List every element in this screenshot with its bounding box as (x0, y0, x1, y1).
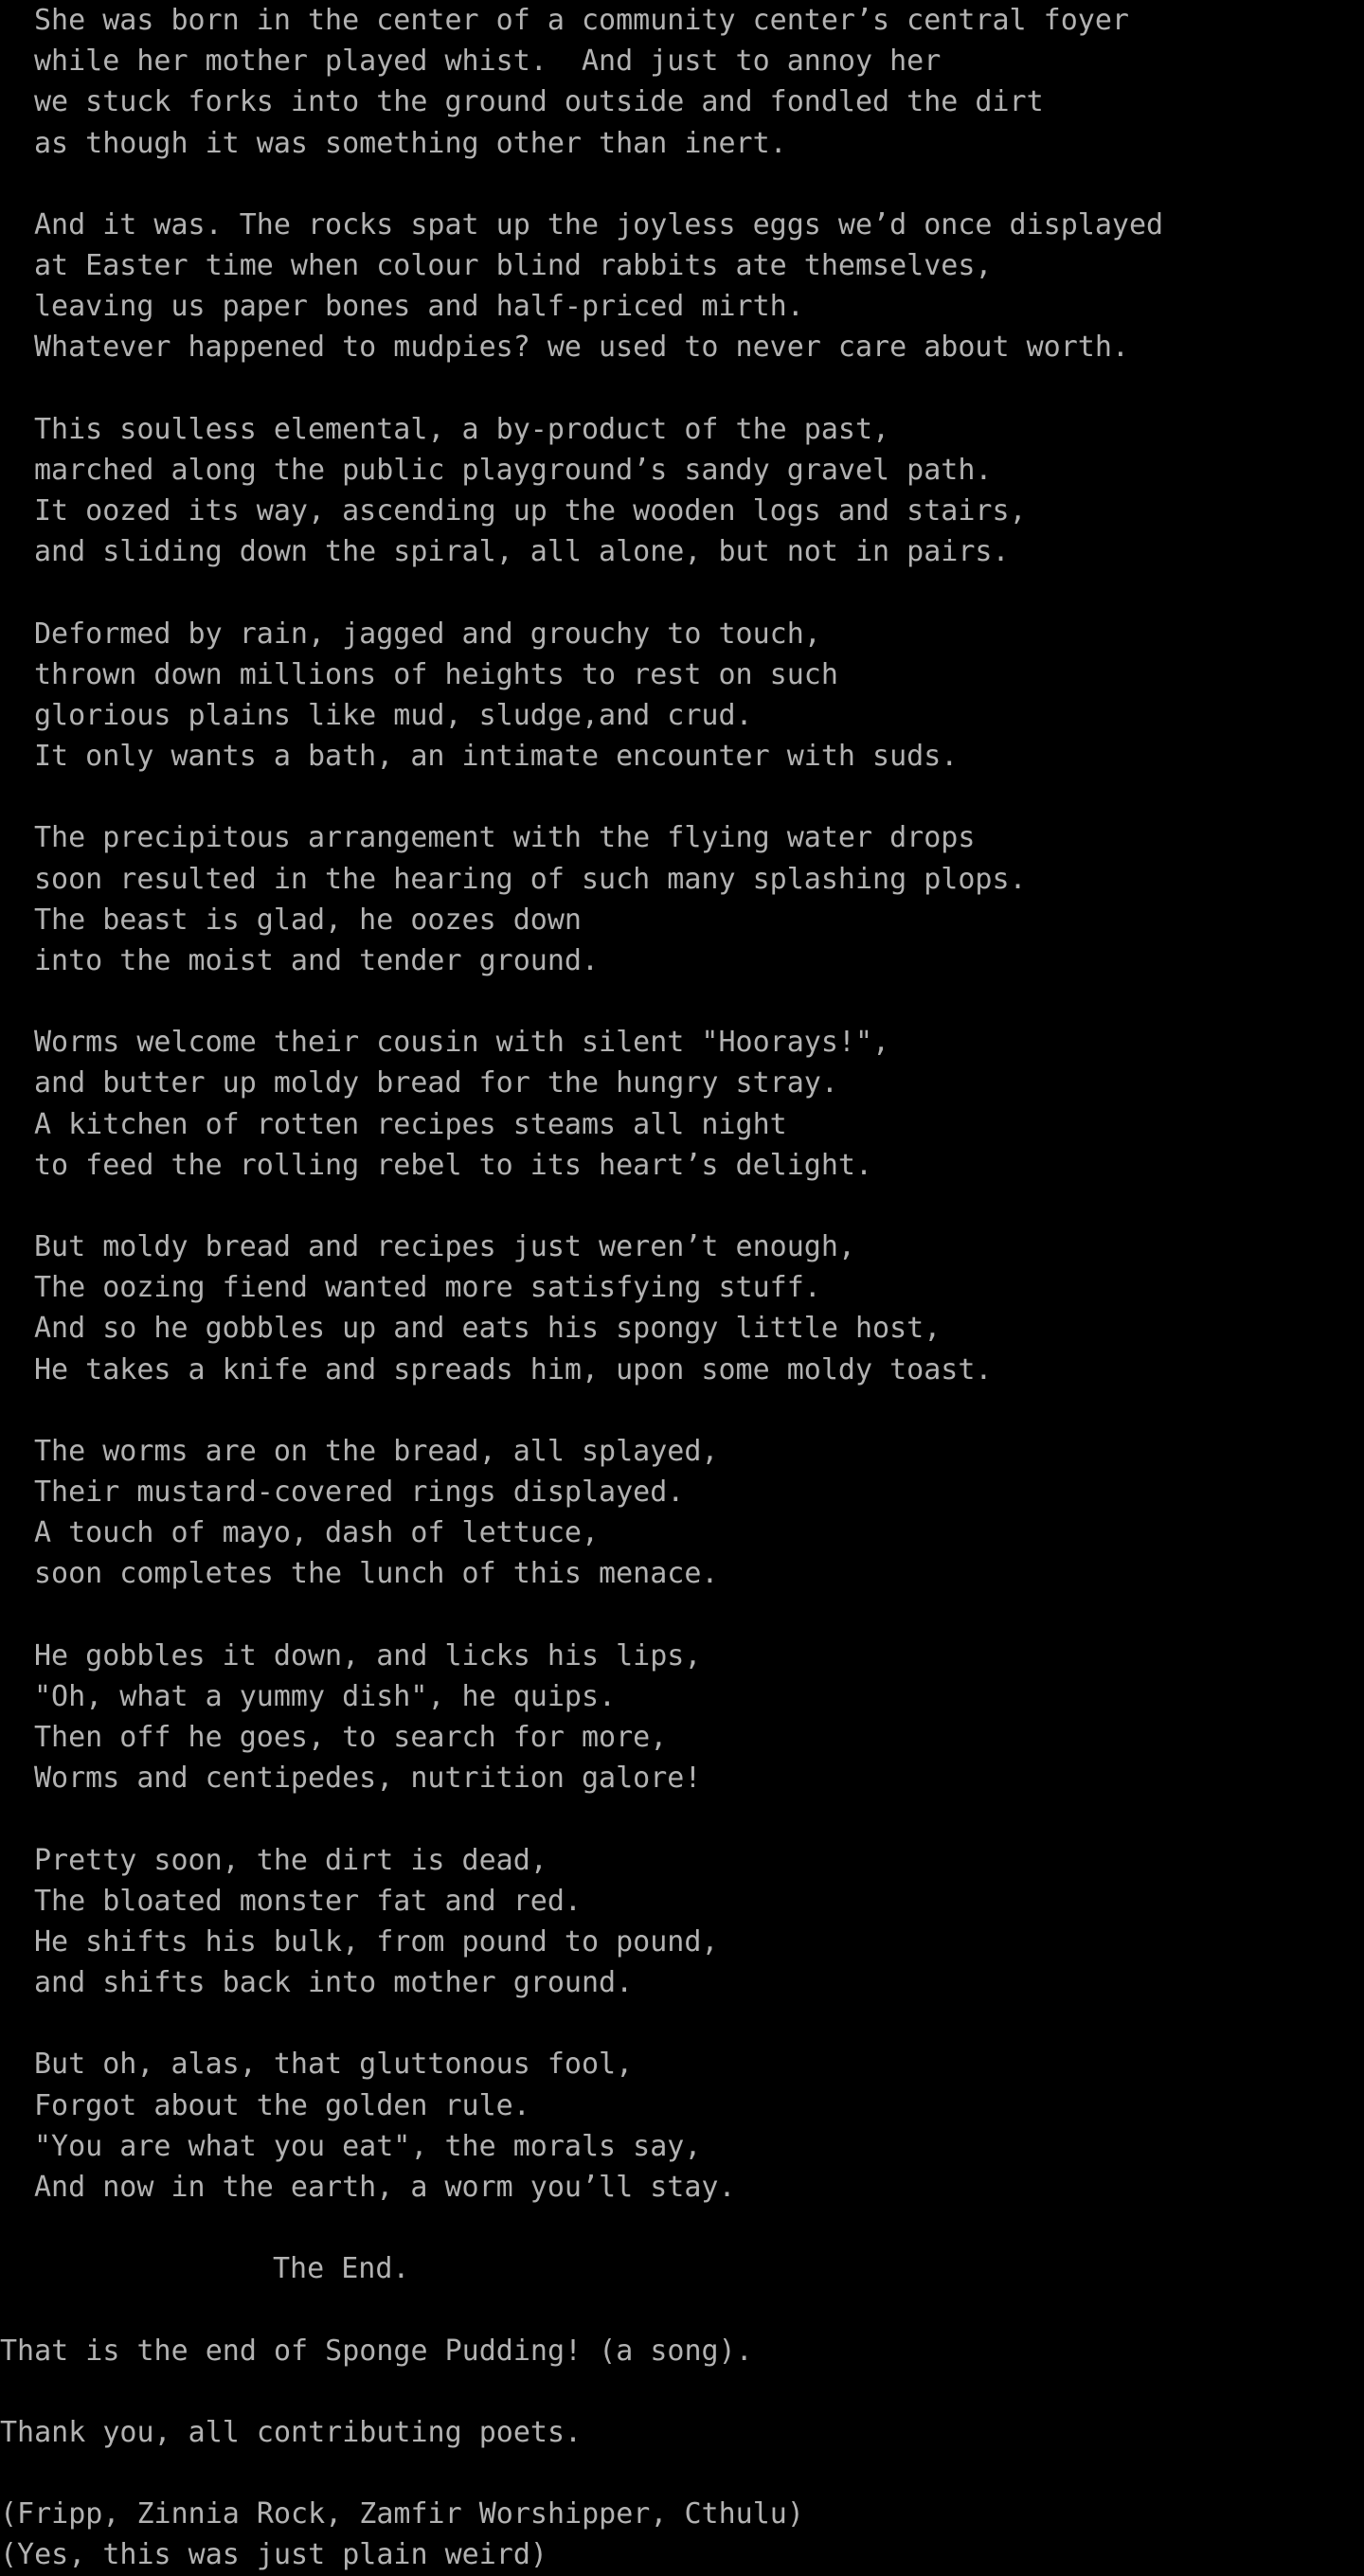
blank-line (0, 981, 1364, 1022)
blank-line (0, 1595, 1364, 1636)
blank-line (0, 2003, 1364, 2044)
blank-line (0, 2289, 1364, 2330)
text-line: soon resulted in the hearing of such many splashing plops. (34, 862, 1027, 896)
text-line: Whatever happened to mudpies? we used to never care about worth. (34, 331, 1129, 365)
text-line: But moldy bread and recipes just weren’t enough, (34, 1230, 855, 1264)
text-line: (Fripp, Zinnia Rock, Zamfir Worshipper, Cthulu) (0, 2497, 804, 2531)
text-line: The precipitous arrangement with the flying water drops (34, 821, 976, 855)
text-line: Their mustard-covered rings displayed. (34, 1476, 685, 1510)
blank-line (0, 777, 1364, 817)
blank-line (0, 1798, 1364, 1839)
text-line: And now in the earth, a worm you’ll stay. (34, 2170, 736, 2204)
text-line: and shifts back into mother ground. (34, 1966, 634, 2000)
text-line: Deformed by rain, jagged and grouchy to touch, (34, 617, 821, 651)
blank-line (0, 1186, 1364, 1226)
text-line: A kitchen of rotten recipes steams all night (34, 1107, 787, 1141)
text-line: And it was. The rocks spat up the joyless eggs we’d once displayed (34, 207, 1164, 242)
text-line: A touch of mayo, dash of lettuce, (34, 1516, 600, 1550)
text-line: He gobbles it down, and licks his lips, (34, 1638, 702, 1673)
text-line: while her mother played whist. And just to annoy her (34, 45, 942, 79)
text-line: "You are what you eat", the morals say, (34, 2129, 702, 2163)
text-line: soon completes the lunch of this menace. (34, 1557, 719, 1591)
text-line: He takes a knife and spreads him, upon some moldy toast. (34, 1352, 993, 1386)
text-line: Worms welcome their cousin with silent "Hoorays!", (34, 1026, 890, 1060)
text-line: as though it was something other than inert. (34, 126, 787, 160)
text-line: leaving us paper bones and half-priced mirth. (34, 290, 804, 324)
text-line: It only wants a bath, an intimate encounter with suds. (34, 740, 959, 774)
text-line: The oozing fiend wanted more satisfying stuff. (34, 1271, 821, 1305)
text-line: Pretty soon, the dirt is dead, (34, 1843, 547, 1877)
text-line: The End. (273, 2252, 410, 2286)
text-line: That is the end of Sponge Pudding! (a song). (0, 2334, 753, 2368)
text-line: we stuck forks into the ground outside and fondled the dirt (34, 85, 1044, 119)
blank-line (0, 572, 1364, 613)
text-line: thrown down millions of heights to rest on such (34, 657, 838, 691)
text-line: marched along the public playground’s sandy gravel path. (34, 453, 993, 487)
text-line: and butter up moldy bread for the hungry stray. (34, 1066, 838, 1100)
text-line: But oh, alas, that gluttonous fool, (34, 2048, 634, 2082)
blank-line (0, 2453, 1364, 2494)
blank-line (0, 1390, 1364, 1431)
text-line: Then off he goes, to search for more, (34, 1721, 668, 1755)
text-line: "Oh, what a yummy dish", he quips. (34, 1679, 617, 1713)
text-line: and sliding down the spiral, all alone, but not in pairs. (34, 535, 1010, 569)
text-line: The bloated monster fat and red. (34, 1884, 582, 1918)
text-line: Forgot about the golden rule. (34, 2088, 530, 2122)
text-line: And so he gobbles up and eats his spongy little host, (34, 1312, 942, 1346)
text-line: at Easter time when colour blind rabbits ate themselves, (34, 249, 993, 283)
text-line: into the moist and tender ground. (34, 943, 600, 977)
text-line: Worms and centipedes, nutrition galore! (34, 1762, 702, 1796)
text-line: Thank you, all contributing poets. (0, 2415, 583, 2449)
text-line: He shifts his bulk, from pound to pound, (34, 1924, 719, 1959)
text-line: It oozed its way, ascending up the wooden logs and stairs, (34, 494, 1027, 528)
text-line: This soulless elemental, a by-product of the past, (34, 412, 890, 446)
blank-line (0, 164, 1364, 205)
blank-line (0, 2208, 1364, 2248)
text-line: The beast is glad, he oozes down (34, 903, 582, 937)
text-line: glorious plains like mud, sludge,and crud. (34, 698, 753, 732)
text-line: to feed the rolling rebel to its heart’s delight. (34, 1148, 873, 1182)
blank-line (0, 368, 1364, 409)
text-line: The worms are on the bread, all splayed, (34, 1434, 719, 1468)
text-line: She was born in the center of a community center’s central foyer (34, 4, 1129, 37)
text-line: (Yes, this was just plain weird) (0, 2538, 547, 2572)
blank-line (0, 2371, 1364, 2412)
